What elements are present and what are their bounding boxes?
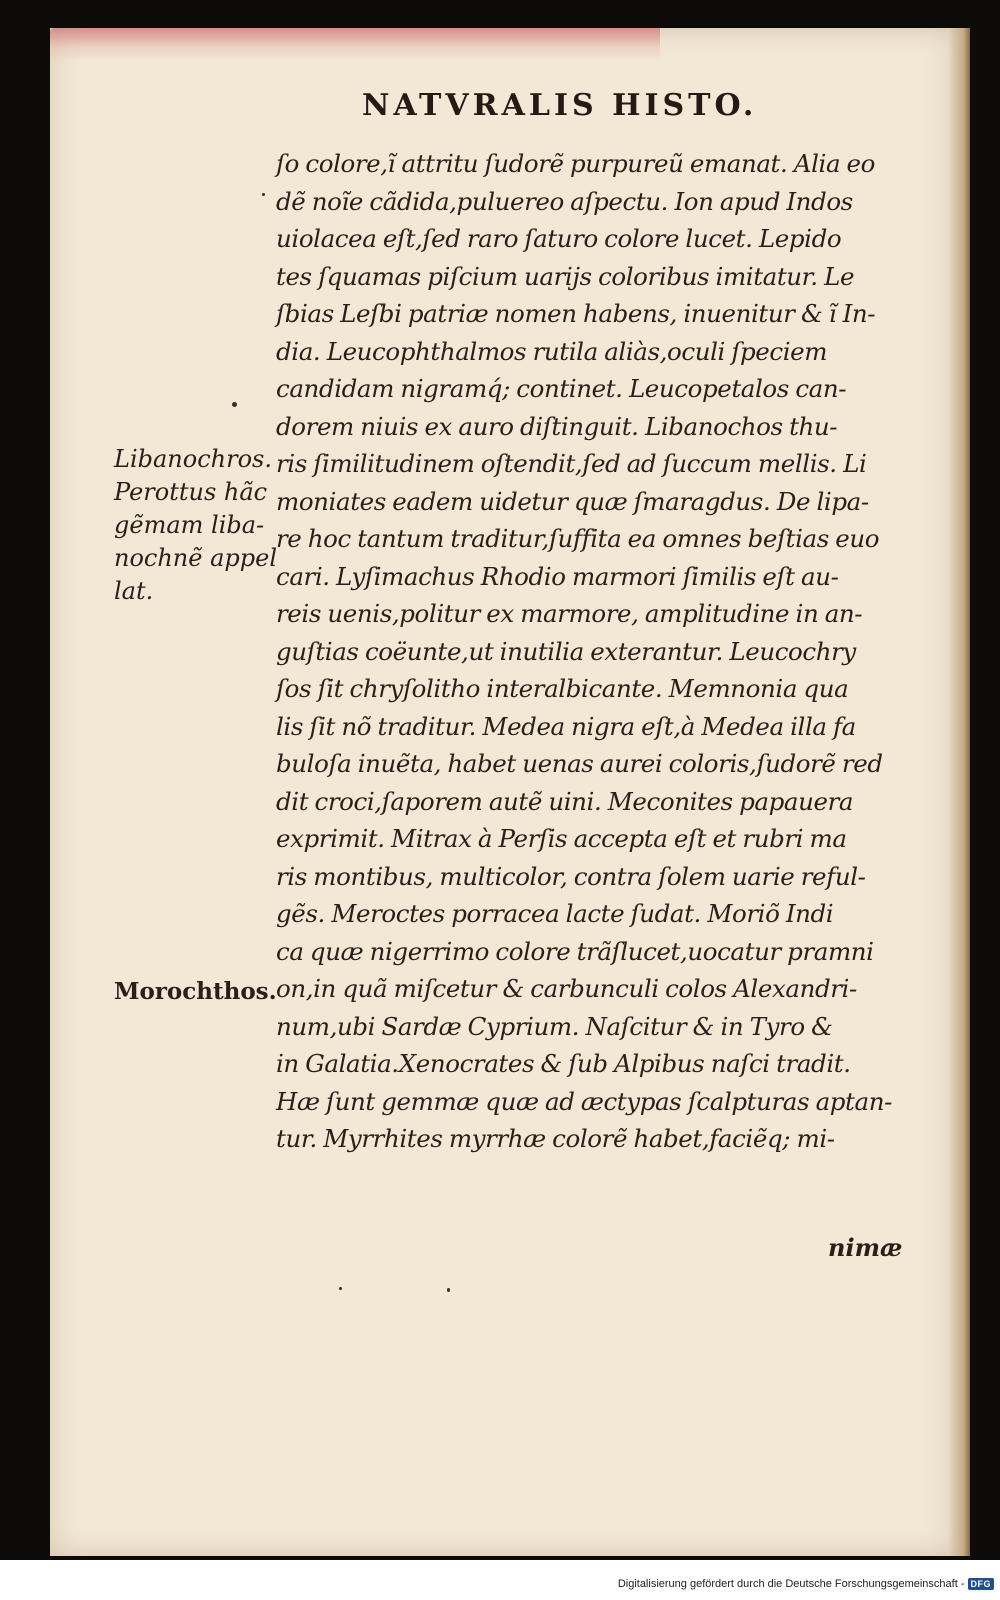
text-line: cari. Lyſimachus Rhodio marmori ſimilis eſt au- (276, 561, 839, 591)
text-line: guſtias coëunte,ut inutilia exterantur. Leucochry (276, 636, 856, 666)
red-edge-stain (50, 28, 660, 62)
text-line: dorem niuis ex auro diſtinguit. Libanochos thu- (276, 411, 838, 441)
margin-note-line: nochnẽ appel (114, 544, 278, 572)
text-line: re hoc tantum traditur,ſuffita ea omnes beſtias euo (276, 524, 880, 553)
text-line: gẽs. Meroctes porracea lacte ſudat. Moriõ Indi (276, 899, 834, 928)
digitization-credit (618, 1578, 994, 1590)
text-line: num,ubi Sardæ Cyprium. Naſcitur & in Tyro & (276, 1011, 833, 1041)
margin-note-line: gẽmam liba- (114, 511, 265, 539)
margin-note-line: lat. (114, 577, 154, 605)
text-line: dia. Leucophthalmos rutila aliàs,oculi ſpeciem (276, 336, 828, 366)
text-line: Hæ ſunt gemmæ quæ ad æctypas ſcalpturas aptan- (276, 1086, 892, 1116)
credit-text: Digitalisierung gefördert durch die Deutsche Forschungsgemeinschaft - (617, 1578, 965, 1590)
text-line: uiolacea eſt,ſed raro ſaturo colore lucet. Lepido (276, 224, 842, 253)
text-line: reis uenis,politur ex marmore, amplitudine in an- (276, 599, 863, 628)
text-line: on,in quã miſcetur & carbunculi colos Alexandri- (276, 974, 857, 1003)
text-line: lis ſit nõ traditur. Medea nigra eſt,à Medea illa fa (276, 711, 856, 741)
text-line: tes ſquamas piſcium uarijs coloribus imitatur. Le (276, 261, 855, 291)
text-line: in Galatia.Xenocrates & ſub Alpibus naſci tradit. (276, 1049, 851, 1078)
text-line: buloſa inuẽta, habet uenas aurei coloris,ſudorẽ red (276, 749, 883, 778)
text-line: ris montibus, multicolor, contra ſolem uarie reful- (276, 861, 866, 891)
dfg-logo: DFG (968, 1578, 995, 1590)
text-line: dẽ noĩe cãdida,puluereo aſpectu. Ion apud Indos (276, 186, 853, 216)
text-line: ca quæ nigerrimo colore trãſlucet,uocatur pramni (276, 936, 874, 966)
text-line: ſos ſit chryſolitho interalbicante. Memnonia qua (276, 674, 849, 703)
text-line: candidam nigramq́; continet. Leucopetalos can- (276, 374, 847, 403)
catchword: nimæ (828, 1233, 903, 1262)
text-line: exprimit. Mitrax à Perſis accepta eſt et rubri ma (276, 824, 847, 853)
text-line: ſo colore,ĩ attritu ſudorẽ purpureũ emanat. Alia eo (276, 149, 875, 178)
text-line: ſbias Leſbi patriæ nomen habens, inuenitur & ĩ In- (276, 299, 876, 328)
margin-note-libanochros (114, 443, 279, 608)
margin-note-morochthos: Morochthos. (114, 978, 277, 1005)
ink-speck (339, 1287, 342, 1290)
text-line: dit croci,ſaporem autẽ uini. Meconites papauera (276, 786, 854, 816)
text-line: ris ſimilitudinem oſtendit,ſed ad ſuccum mellis. Li (276, 449, 867, 478)
page-fore-edge (948, 28, 970, 1556)
ink-speck (262, 193, 265, 196)
text-line: tur. Myrrhites myrrhæ colorẽ habet,faciẽq; mi- (276, 1124, 835, 1153)
ink-speck (232, 402, 237, 407)
margin-note-line: Libanochros. (114, 445, 272, 473)
margin-note-line: Perottus hãc (114, 478, 268, 506)
running-head: NATVRALIS HISTO. (362, 88, 758, 123)
ink-speck (447, 1288, 450, 1292)
text-line: moniates eadem uidetur quæ ſmaragdus. De lipa- (276, 486, 869, 516)
body-text-block (276, 145, 946, 1158)
